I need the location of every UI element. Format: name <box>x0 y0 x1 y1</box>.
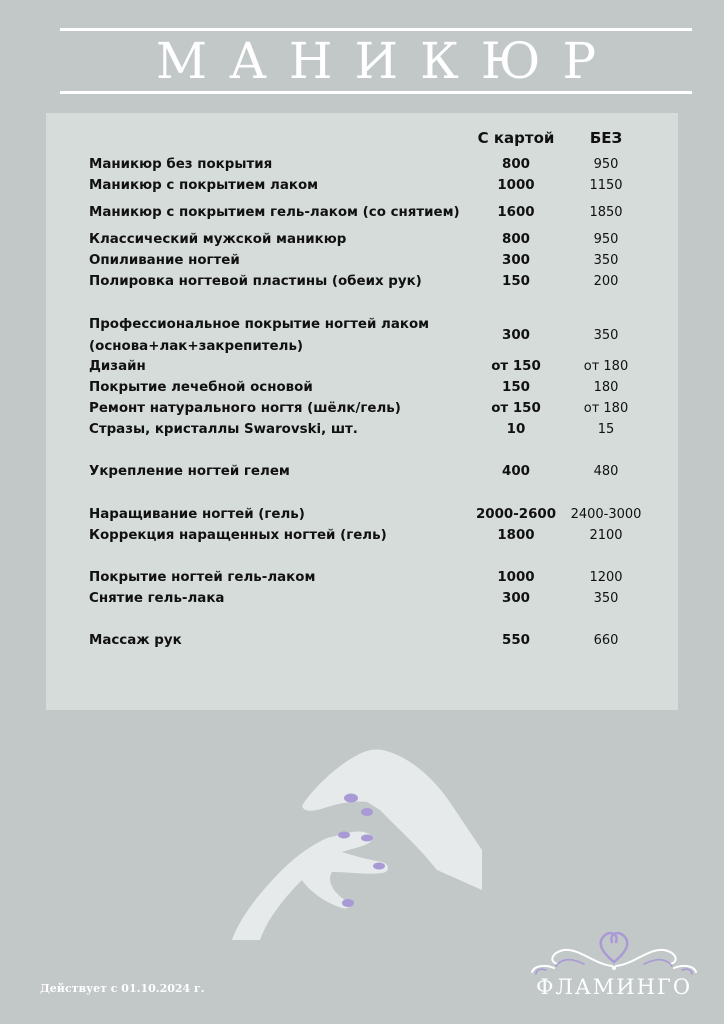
price-base: 200 <box>593 274 619 289</box>
table-row <box>46 155 678 175</box>
price-base: 950 <box>593 157 619 172</box>
service-name: Стразы, кристаллы Swarovski, шт. <box>89 422 358 437</box>
price-card: 150 <box>502 380 530 395</box>
service-name: Маникюр с покрытием гель-лаком (со снятием) <box>89 205 460 220</box>
price-card: 400 <box>502 464 530 479</box>
price-card: 1000 <box>497 178 535 193</box>
price-card: от 150 <box>491 401 541 416</box>
price-card: 550 <box>502 633 530 648</box>
service-name: Наращивание ногтей (гель) <box>89 507 305 522</box>
service-name: Классический мужской маникюр <box>89 232 347 247</box>
price-base: 350 <box>593 591 619 606</box>
price-card: от 150 <box>491 359 541 374</box>
price-base: 15 <box>597 422 615 437</box>
nail-icon <box>338 832 350 839</box>
table-row <box>46 420 678 440</box>
price-base: от 180 <box>583 401 629 416</box>
price-card: 300 <box>502 328 530 343</box>
table-row <box>46 568 678 588</box>
lower-hand-shape <box>232 831 388 940</box>
price-card: 10 <box>506 422 526 437</box>
price-table <box>46 113 678 710</box>
service-name: Ремонт натурального ногтя (шёлк/гель) <box>89 401 401 416</box>
price-base: 1200 <box>589 570 623 585</box>
price-base: 2400-3000 <box>570 507 642 522</box>
price-card: 300 <box>502 591 530 606</box>
price-base: 2100 <box>589 528 623 543</box>
service-name-line-1: Профессиональное покрытие ногтей лаком <box>89 317 430 332</box>
price-base: 1150 <box>589 178 623 193</box>
table-row <box>46 378 678 398</box>
service-name: Коррекция наращенных ногтей (гель) <box>89 528 387 543</box>
service-name: Маникюр с покрытием лаком <box>89 178 319 193</box>
service-name: Полировка ногтевой пластины (обеих рук) <box>89 274 422 289</box>
price-card: 1800 <box>497 528 535 543</box>
table-row <box>46 589 678 609</box>
valid-from-note: Действует с 01.10.2024 г. <box>40 982 205 995</box>
table-row <box>46 631 678 651</box>
price-card: 150 <box>502 274 530 289</box>
nail-icon <box>361 835 373 842</box>
service-name: Покрытие ногтей гель-лаком <box>89 570 316 585</box>
price-base: 480 <box>593 464 619 479</box>
table-row <box>46 314 678 358</box>
table-row <box>46 526 678 546</box>
title-rule-bottom <box>60 91 692 94</box>
table-row <box>46 505 678 525</box>
price-base: 660 <box>593 633 619 648</box>
nail-icon <box>373 863 385 870</box>
column-header-base: БЕЗ <box>589 129 623 147</box>
table-row <box>46 272 678 292</box>
price-base: 350 <box>593 328 619 343</box>
price-base: 1850 <box>589 205 623 220</box>
table-header <box>46 128 678 148</box>
price-card: 300 <box>502 253 530 268</box>
table-row <box>46 357 678 377</box>
brand-name: ФЛАМИНГО <box>535 975 693 999</box>
price-card: 1600 <box>497 205 535 220</box>
price-base: от 180 <box>583 359 629 374</box>
service-name: Дизайн <box>89 359 146 374</box>
table-row <box>46 251 678 271</box>
price-card: 800 <box>502 157 530 172</box>
table-row <box>46 230 678 250</box>
table-row <box>46 462 678 482</box>
nail-icon <box>361 808 373 816</box>
service-name: Опиливание ногтей <box>89 253 240 268</box>
nail-icon <box>344 794 358 803</box>
service-name <box>89 314 429 358</box>
service-name: Покрытие лечебной основой <box>89 380 313 395</box>
service-name-line-2: (основа+лак+закрепитель) <box>89 339 304 354</box>
price-card: 2000-2600 <box>475 507 557 522</box>
service-name: Укрепление ногтей гелем <box>89 464 290 479</box>
nail-icon <box>342 899 354 907</box>
price-base: 950 <box>593 232 619 247</box>
hands-illustration <box>232 740 482 940</box>
table-row <box>46 176 678 196</box>
price-base: 180 <box>593 380 619 395</box>
service-name: Маникюр без покрытия <box>89 157 273 172</box>
price-card: 1000 <box>497 570 535 585</box>
service-name: Массаж рук <box>89 633 182 648</box>
page-title: МАНИКЮР <box>155 32 619 90</box>
service-name: Снятие гель-лака <box>89 591 225 606</box>
column-header-card: С картой <box>477 129 555 147</box>
table-row <box>46 399 678 419</box>
price-base: 350 <box>593 253 619 268</box>
table-row <box>46 203 678 223</box>
price-card: 800 <box>502 232 530 247</box>
